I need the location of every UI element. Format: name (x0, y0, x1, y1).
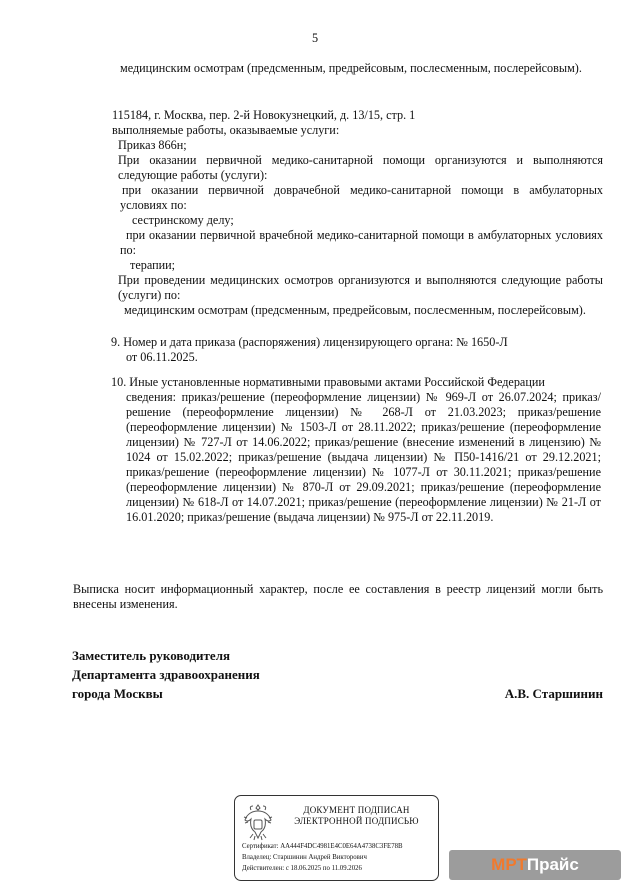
stamp-title-1: ДОКУМЕНТ ПОДПИСАН (303, 805, 410, 815)
stamp-owner: Владелец: Старшинин Андрей Викторович (242, 854, 367, 861)
item-10-body: сведения: приказ/решение (переоформление лицензии) № 969-Л от 26.07.2024; приказ/решение (переоформление лицензии) № 268-Л от 21.03.2023; приказ/решение (переоформление лицензии) № 1503-Л от 28.11.2022; приказ/решение (переоформление лицензии) № 727-Л от 14.06.2022; приказ/решение (внесение изменений в лицензию) № 1024 от 15.02.2022; приказ/решение (выдача лицензии) № П50-1416/21 от 29.12.2021; приказ/решение (переоформление лицензии) № 1077-Л от 30.11.2021; приказ/решение (переоформление лицензии) № 870-Л от 29.09.2021; приказ/решение (переоформление лицензии) № 618-Л от 14.07.2021; приказ/решение (переоформление лицензии) № 21-Л от 16.01.2020; приказ/решение (выдача лицензии) № 975-Л от 22.11.2019. (126, 390, 601, 524)
mrtprice-watermark (449, 850, 621, 880)
item-9-date: от 06.11.2025. (126, 350, 198, 364)
order-866n: Приказ 866н; (118, 138, 187, 152)
stamp-valid: Действителен: с 18.06.2025 по 11.09.2026 (242, 865, 362, 872)
signer-line-2: Департамента здравоохранения (72, 667, 260, 682)
item-9-text: 9. Номер и дата приказа (распоряжения) лицензирующего органа: № 1650-Л (111, 335, 508, 349)
item-10 (111, 375, 603, 525)
doctor-care: при оказании первичной врачебной медико-санитарной помощи в амбулаторных условиях по: (120, 228, 603, 257)
coat-of-arms-icon (241, 802, 275, 842)
nursing: сестринскому делу; (132, 213, 234, 227)
signer-line-1: Заместитель руководителя (72, 648, 231, 663)
signer-position (72, 646, 372, 703)
watermark-part-2: Прайс (526, 855, 579, 874)
signer-name: А.В. Старшинин (504, 686, 603, 701)
address: 115184, г. Москва, пер. 2-й Новокузнецкий, д. 13/15, стр. 1 (112, 108, 416, 122)
works-label: выполняемые работы, оказываемые услуги: (112, 123, 340, 137)
item-10-head: 10. Иные установленные нормативными правовыми актами Российской Федерации (111, 375, 545, 389)
electronic-signature-stamp (234, 795, 439, 881)
signer-line-3: города Москвы (72, 686, 163, 701)
stamp-certificate: Сертификат: АА444F4DC4981E4C0E64A4738C3FE78B (242, 843, 403, 850)
page-number: 5 (311, 31, 319, 45)
stamp-title-2: ЭЛЕКТРОННОЙ ПОДПИСЬЮ (294, 816, 419, 826)
medical-exams: медицинским осмотрам (предсменным, предрейсовым, послесменным, послерейсовым). (124, 303, 586, 317)
item-9 (111, 335, 603, 365)
address-block (112, 108, 603, 318)
medical-exams-intro: При проведении медицинских осмотров организуются и выполняются следующие работы (услуги) по: (118, 273, 603, 302)
primary-care-intro: При оказании первичной медико-санитарной помощи организуются и выполняются следующие работы (услуги): (118, 153, 603, 182)
exam-services-line: медицинским осмотрам (предсменным, предрейсовым, послесменным, послерейсовым). (120, 61, 582, 75)
pre-doctor-care: при оказании первичной доврачебной медико-санитарной помощи в амбулаторных условиях по: (120, 183, 603, 212)
therapy: терапии; (130, 258, 176, 272)
notice: Выписка носит информационный характер, после ее составления в реестр лицензий могли быть внесены изменения. (73, 582, 603, 611)
watermark-part-1: МРТ (491, 855, 527, 874)
